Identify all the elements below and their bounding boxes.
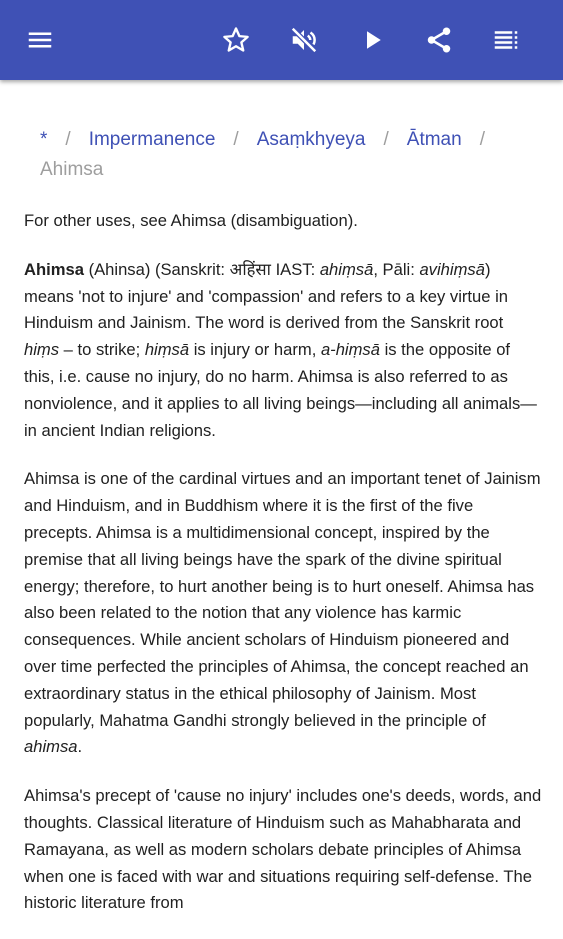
root-term: hiṃs	[24, 340, 60, 360]
text-span: , Pāli:	[373, 259, 420, 279]
share-button[interactable]	[421, 22, 457, 58]
ahimsa-term: a-hiṃsā	[320, 340, 380, 360]
breadcrumb-current: Ahimsa	[40, 159, 104, 180]
text-span: is the opposite of this, i.e. cause no injury, do no harm. Ahimsa is also referred to as nonviolence, and it applies to all living beings—including all animals—in ancient Indian religions.	[24, 340, 537, 440]
breadcrumb-separator: /	[65, 129, 71, 150]
iast-term: ahiṃsā	[319, 259, 374, 279]
mute-button[interactable]	[286, 22, 322, 58]
menu-button[interactable]	[22, 22, 58, 58]
favorite-button[interactable]	[218, 22, 254, 58]
breadcrumb-home[interactable]: *	[40, 129, 48, 150]
italic-term: ahimsa	[24, 737, 78, 757]
text-span: Ahimsa is one of the cardinal virtues and an important tenet of Jainism and Hinduism, and in Buddhism where it is the first of the five precepts. Ahimsa is a multidimensional concept, inspired by the premise that all living beings have the spark of the divine spiritual energy; therefore, to hurt another being is to hurt oneself. Ahimsa has also been related to the notion that any violence has karmic consequences. While ancient scholars of Hinduism pioneered and over time perfected the principles of Ahimsa, the concept reached an extraordinary status in the ethical philosophy of Jainism. Most popularly, Mahatma Gandhi strongly believed in the principle of	[24, 469, 541, 730]
article-content	[0, 80, 563, 913]
breadcrumb-separator: /	[383, 129, 389, 150]
himsa-term: hiṃsā	[144, 340, 190, 360]
play-button[interactable]	[354, 22, 390, 58]
breadcrumb-atman[interactable]: Ātman	[406, 129, 462, 150]
paragraph-2	[24, 466, 542, 761]
breadcrumb-separator: /	[479, 129, 485, 150]
pali-term: avihiṃsā	[419, 259, 485, 279]
breadcrumb-separator: /	[233, 129, 239, 150]
contents-button[interactable]	[488, 22, 524, 58]
text-span: is injury or harm,	[189, 340, 321, 360]
breadcrumb-asamkhyeya[interactable]: Asaṃkhyeya	[256, 129, 366, 150]
share-icon	[424, 25, 454, 55]
text-span: ) means 'not to injure' and 'compassion' and refers to a key virtue in Hinduism and Jainism. The word is derived from the Sanskrit root	[24, 259, 509, 333]
menu-icon	[25, 25, 55, 55]
text-span: – to strike;	[59, 340, 145, 360]
play-icon	[357, 25, 387, 55]
text-span: .	[77, 737, 83, 757]
disambiguation-note: For other uses, see Ahimsa (disambiguation).	[24, 211, 358, 230]
article-body	[24, 208, 542, 939]
paragraph-3: Ahimsa's precept of 'cause no injury' includes one's deeds, words, and thoughts. Classical literature of Hinduism such as Mahabharata and Ramayana, as well as modern scholars debate principles of Ahimsa when one is faced with war and situations requiring self-defense. The historic literature from	[24, 786, 542, 913]
article-term: Ahimsa	[24, 259, 84, 279]
text-span: (Ahinsa) (Sanskrit: अहिंसा IAST:	[83, 259, 320, 279]
volume-off-icon	[289, 25, 319, 55]
paragraph-1	[24, 257, 542, 445]
app-toolbar	[0, 0, 563, 80]
breadcrumb-impermanence[interactable]: Impermanence	[88, 129, 216, 150]
star-icon	[221, 25, 251, 55]
breadcrumb	[40, 125, 540, 185]
list-icon	[491, 25, 521, 55]
